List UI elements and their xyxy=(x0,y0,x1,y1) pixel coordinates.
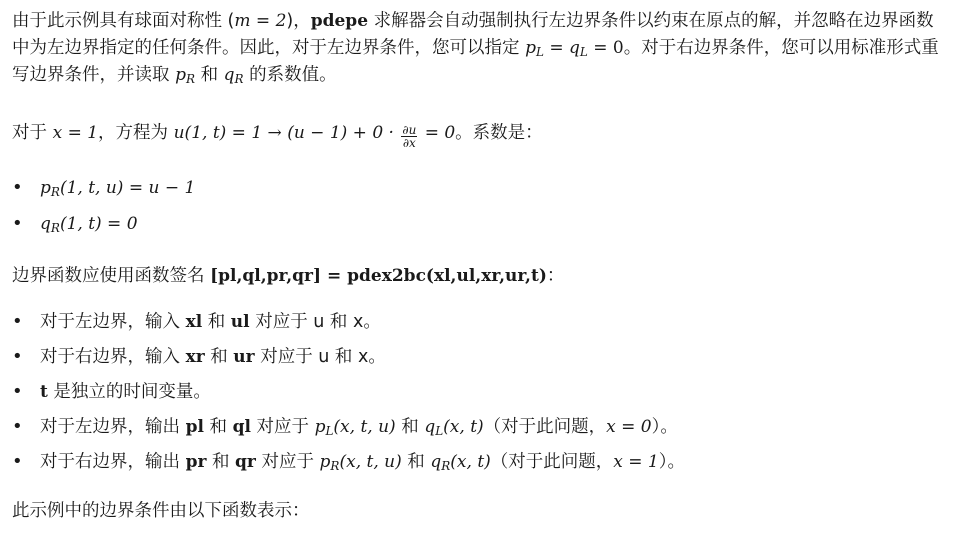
subscript: L xyxy=(435,424,444,438)
code-xl: xl xyxy=(185,312,203,332)
list-item-text xyxy=(40,413,678,441)
zero: = 0 xyxy=(587,38,624,58)
symbol-q: = q xyxy=(543,38,580,58)
text: 求解器会自动强制执行左边界条件以约束在原点的解，并忽略在边界函数中为左边界指定的任何条件。因此，对于左边界条件，您可以指定 xyxy=(12,11,934,58)
text: 是独立的时间变量。 xyxy=(47,382,211,402)
text: 对于右边界，输入 xyxy=(40,347,186,367)
text: ）。 xyxy=(658,452,686,472)
text: 和 xyxy=(203,417,233,437)
text: 对应于 xyxy=(255,452,320,472)
text: 边界函数应使用函数签名 xyxy=(12,266,211,286)
text: 对应于 xyxy=(250,417,315,437)
code-ql: ql xyxy=(232,417,251,437)
code-xr: xr xyxy=(185,347,205,367)
math-x-equals: x = 1 xyxy=(52,123,99,143)
code-signature: [pl,ql,pr,qr] = pdex2bc(xl,ul,xr,ur,t) xyxy=(210,266,547,286)
subscript: R xyxy=(234,72,244,86)
text: )， xyxy=(286,11,311,31)
subscript: R xyxy=(50,221,60,235)
text: 。系数是： xyxy=(455,123,543,143)
text: 对应于 u 和 x。 xyxy=(254,347,386,367)
math-pl-ql-zero xyxy=(525,38,624,58)
subscript: L xyxy=(535,45,544,59)
list-item-text xyxy=(40,308,381,336)
math-equation: u(1, t) = 1 → (u − 1) + 0 · xyxy=(173,123,400,143)
code-pl: pl xyxy=(185,417,204,437)
math-condition: x = 0 xyxy=(606,417,652,437)
expression: (x, t, u) xyxy=(339,452,402,472)
bullet-icon: • xyxy=(12,311,23,332)
list-item xyxy=(12,343,685,378)
closing-paragraph: 此示例中的边界条件由以下函数表示： xyxy=(12,501,310,521)
math-equals-zero: = 0 xyxy=(419,123,456,143)
symbol-q: q xyxy=(424,417,436,437)
symbol-p: p xyxy=(40,178,51,198)
expression: (1, t, u) = u − 1 xyxy=(59,178,196,198)
code-qr: qr xyxy=(235,452,256,472)
text: 对于 xyxy=(12,123,53,143)
text: 。对于右边界条件，您可以用标准形式重写边界条件，并读取 xyxy=(12,38,939,85)
math-qR-coefficient xyxy=(40,210,138,238)
code-t: t xyxy=(40,382,48,402)
list-item xyxy=(12,308,685,343)
code-ul: ul xyxy=(230,312,250,332)
bullet-icon: • xyxy=(12,177,23,198)
subscript: R xyxy=(441,459,451,473)
subscript: L xyxy=(325,424,334,438)
expression: (x, t) xyxy=(450,452,491,472)
math-m-equals: m = 2 xyxy=(234,11,287,31)
symbol-q: q xyxy=(40,214,51,234)
signature-paragraph xyxy=(12,263,564,290)
math-pL xyxy=(315,417,396,437)
text: 的系数值。 xyxy=(243,65,337,85)
math-qL xyxy=(424,417,483,437)
intro-paragraph xyxy=(12,8,948,89)
text: 对于右边界，输出 xyxy=(40,452,186,472)
math-condition: x = 1 xyxy=(613,452,659,472)
list-item-text xyxy=(40,343,386,371)
subscript: L xyxy=(579,45,588,59)
math-qR xyxy=(430,452,490,472)
text: 和 xyxy=(401,452,431,472)
symbol-q: q xyxy=(430,452,442,472)
subscript: R xyxy=(185,72,195,86)
bullet-icon: • xyxy=(12,451,23,472)
subscript: R xyxy=(50,185,60,199)
math-pR-coefficient xyxy=(40,174,195,202)
text: （对于此问题， xyxy=(483,417,607,437)
text: ，方程为 xyxy=(98,123,174,143)
fraction-denominator: ∂x xyxy=(402,136,416,150)
text: 对应于 u 和 x。 xyxy=(249,312,381,332)
symbol-p: p xyxy=(525,38,536,58)
text: 和 xyxy=(202,312,231,332)
list-item xyxy=(12,174,195,210)
list-item-text xyxy=(40,378,211,406)
text: （对于此问题， xyxy=(490,452,614,472)
math-pR xyxy=(320,452,402,472)
text: 和 xyxy=(206,452,236,472)
text: ： xyxy=(546,266,565,286)
text: 和 xyxy=(204,347,234,367)
bullet-icon: • xyxy=(12,416,23,437)
text: ）。 xyxy=(651,417,678,437)
list-item xyxy=(12,413,685,448)
expression: (x, t, u) xyxy=(333,417,396,437)
expression: (1, t) = 0 xyxy=(59,214,138,234)
subscript: R xyxy=(330,459,340,473)
code-ur: ur xyxy=(233,347,255,367)
text: 对于左边界，输入 xyxy=(40,312,186,332)
expression: (x, t) xyxy=(443,417,484,437)
code-pr: pr xyxy=(185,452,207,472)
fraction-numerator: ∂u xyxy=(402,123,417,137)
symbol-p: p xyxy=(175,65,186,85)
math-pR xyxy=(175,65,195,85)
list-item-text xyxy=(40,448,685,476)
list-item xyxy=(12,378,685,413)
list-item xyxy=(12,210,195,246)
symbol-q: q xyxy=(223,65,235,85)
bullet-icon: • xyxy=(12,213,23,234)
text: 和 xyxy=(395,417,425,437)
partial-fraction xyxy=(401,124,417,149)
equation-paragraph xyxy=(12,120,543,149)
text: 由于此示例具有球面对称性 ( xyxy=(12,11,235,31)
bullet-icon: • xyxy=(12,346,23,367)
symbol-p: p xyxy=(314,417,326,437)
text: 和 xyxy=(195,65,224,85)
bullet-icon: • xyxy=(12,381,23,402)
code-pdepe: pdepe xyxy=(310,11,369,31)
io-description-list xyxy=(12,308,685,483)
text: 对于左边界，输出 xyxy=(40,417,186,437)
math-qR xyxy=(224,65,244,85)
list-item xyxy=(12,448,685,483)
symbol-p: p xyxy=(319,452,331,472)
coefficient-list xyxy=(12,174,195,246)
